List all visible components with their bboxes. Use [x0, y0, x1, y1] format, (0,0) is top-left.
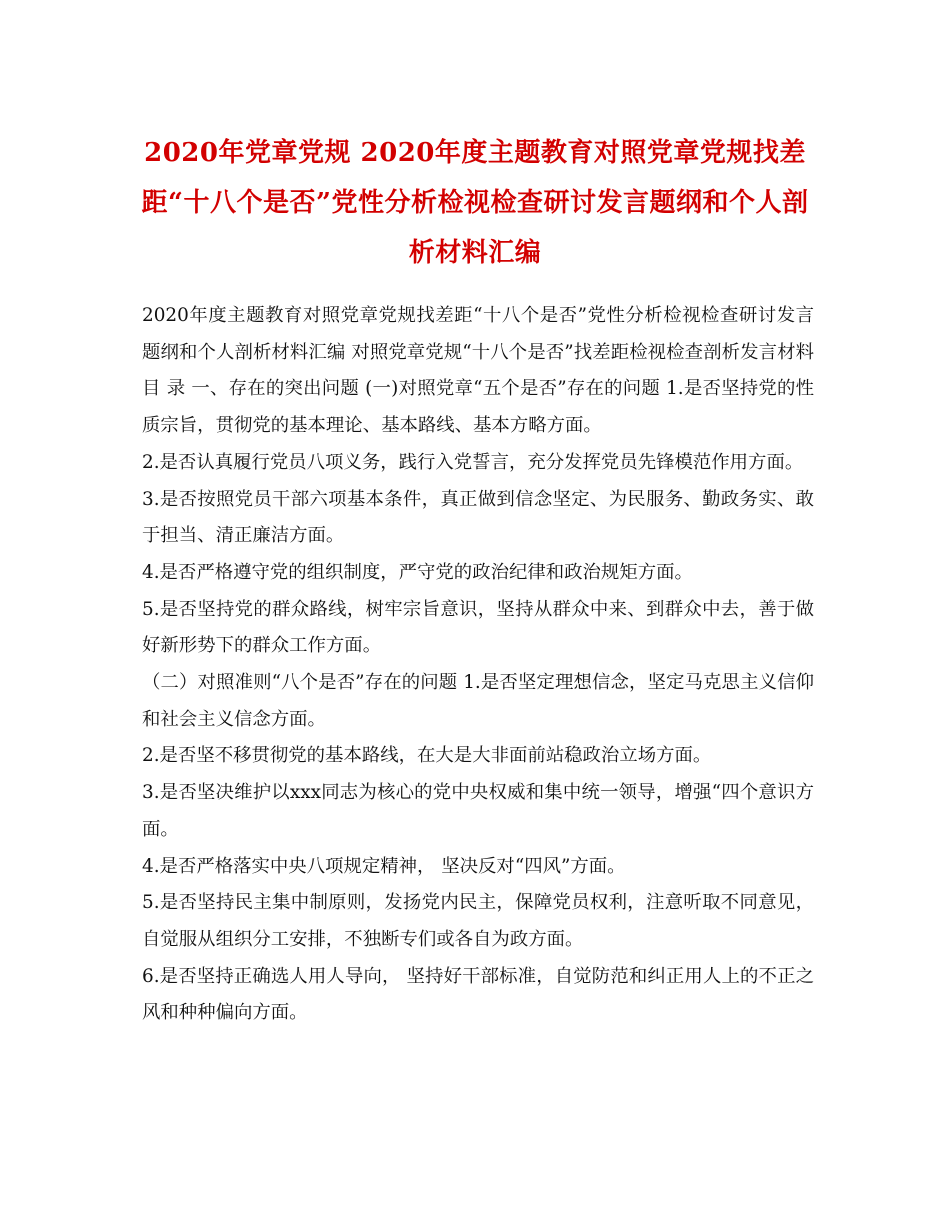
paragraph-section: （二）对照准则“八个是否”存在的问题 1.是否坚定理想信念，坚定马克思主义信仰和社会主义信念方面。 — [142, 672, 814, 730]
document-title: 2020年党章党规 2020年度主题教育对照党章党规找差距“十八个是否”党性分析检视检查研讨发言题纲和个人剖析材料汇编 — [141, 138, 809, 268]
paragraph-item: 5.是否坚持民主集中制原则，发扬党内民主，保障党员权利，注意听取不同意见，自觉服从组织分工安排，不独断专们或各自为政方面。 — [142, 892, 814, 950]
paragraph-item: 3.是否坚决维护以xxx同志为核心的党中央权威和集中统一领导，增强“四个意识方面。 — [142, 782, 814, 840]
paragraph-item: 2.是否认真履行党员八项义务，践行入党誓言，充分发挥党员先锋模范作用方面。 — [142, 451, 804, 473]
document-body — [142, 298, 814, 1032]
paragraph-item: 6.是否坚持正确选人用人导向， 坚持好干部标准，自觉防范和纠正用人上的不正之风和种种偏向方面。 — [142, 965, 814, 1024]
paragraph-item: 4.是否严格遵守党的组织制度，严守党的政治纪律和政治规矩方面。 — [142, 561, 693, 583]
paragraph-item: 3.是否按照党员干部六项基本条件，真正做到信念坚定、为民服务、勤政务实、敢于担当、清正廉洁方面。 — [142, 488, 814, 547]
paragraph-item: 5.是否坚持党的群众路线，树牢宗旨意识，坚持从群众中来、到群众中去，善于做好新形势下的群众工作方面。 — [142, 598, 814, 657]
paragraph-item: 4.是否严格落实中央八项规定精神， 坚决反对“四风”方面。 — [142, 855, 626, 877]
paragraph-item: 2.是否坚不移贯彻党的基本路线，在大是大非面前站稳政治立场方面。 — [142, 745, 712, 767]
paragraph-intro: 2020年度主题教育对照党章党规找差距“十八个是否”党性分析检视检查研讨发言题纲和个人剖析材料汇编 对照党章党规“十八个是否”找差距检视检查剖析发言材料 目 录 一、存在的突出问题 (一)对照党章“五个是否”存在的问题 1.是否坚持党的性质宗旨，贯彻党的基本理论、基本路线、基本方略方面。 — [142, 305, 814, 437]
